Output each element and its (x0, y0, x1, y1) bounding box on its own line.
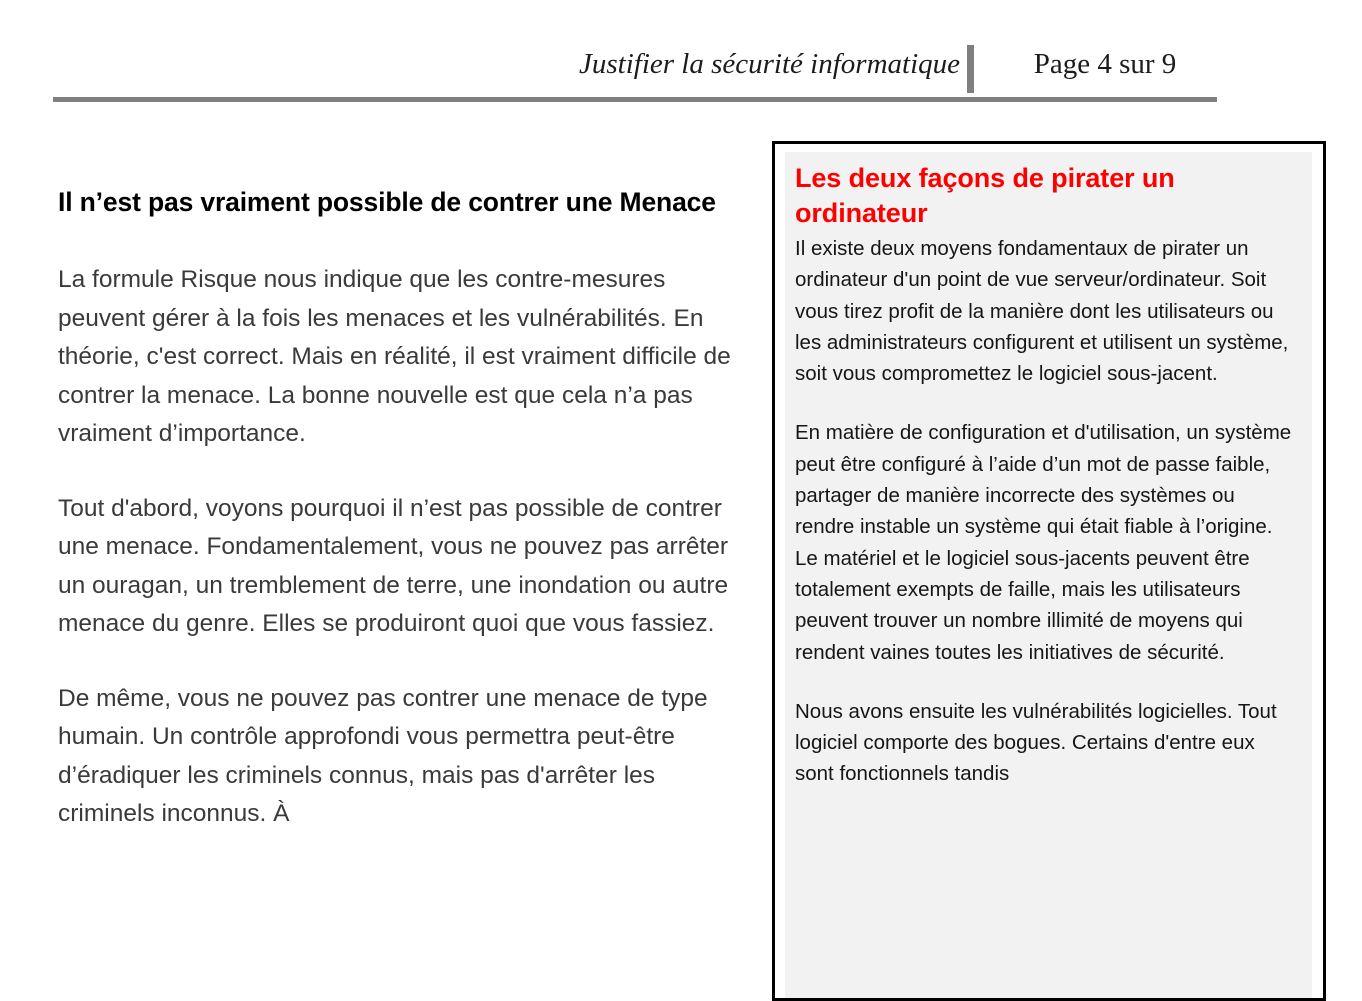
sidebar-paragraph: Il existe deux moyens fondamentaux de pirater un ordinateur d'un point de vue serveur/ordinateur. Soit vous tirez profit de la manière dont les utilisateurs ou les administrateurs configurent et utilisent un système, soit vous compromettez le logiciel sous-jacent. (795, 237, 1289, 386)
sidebar-paragraph: Nous avons ensuite les vulnérabilités logicielles. Tout logiciel comporte des bogues. Certains d'entre eux sont fonctionnels tandis (795, 699, 1277, 786)
sidebar-callout-inner (785, 152, 1312, 1001)
sidebar-paragraph: En matière de configuration et d'utilisation, un système peut être configuré à l’aide d’un mot de passe faible, partager de manière incorrecte des systèmes ou rendre instable un système qui était fiable à l’origine. Le matériel et le logiciel sous-jacents peuvent être totalement exempts de faille, mais les utilisateurs peuvent trouver un nombre illimité de moyens qui rendent vaines toutes les initiatives de sécurité. (795, 421, 1292, 664)
section-heading: Il n’est pas vraiment possible de contrer une Menace (58, 187, 716, 217)
document-title: Justifier la sécurité informatique (579, 48, 960, 80)
page-header (0, 0, 1362, 104)
body-paragraph: Tout d'abord, voyons pourquoi il n’est pas possible de contrer une menace. Fondamentalement, vous ne pouvez pas arrêter un ouragan, un tremblement de terre, une inondation ou autre menace du genre. Elles se produiront quoi que vous fassiez. (58, 494, 729, 637)
body-paragraph: De même, vous ne pouvez pas contrer une menace de type humain. Un contrôle approfondi vous permettra peut-être d’éradiquer les criminels connus, mais pas d'arrêter les criminels inconnus. À (58, 684, 708, 827)
sidebar-callout-box (772, 141, 1326, 1001)
main-text-column (58, 184, 746, 834)
page-number-label: Page 4 sur 9 (1033, 48, 1177, 80)
body-paragraph: La formule Risque nous indique que les contre-mesures peuvent gérer à la fois les menaces et les vulnérabilités. En théorie, c'est correct. Mais en réalité, il est vraiment difficile de contrer la menace. La bonne nouvelle est que cela n’a pas vraiment d’importance. (58, 266, 731, 447)
header-divider (967, 45, 974, 93)
sidebar-heading: Les deux façons de pirater un ordinateur (795, 163, 1175, 228)
header-rule (53, 97, 1217, 102)
